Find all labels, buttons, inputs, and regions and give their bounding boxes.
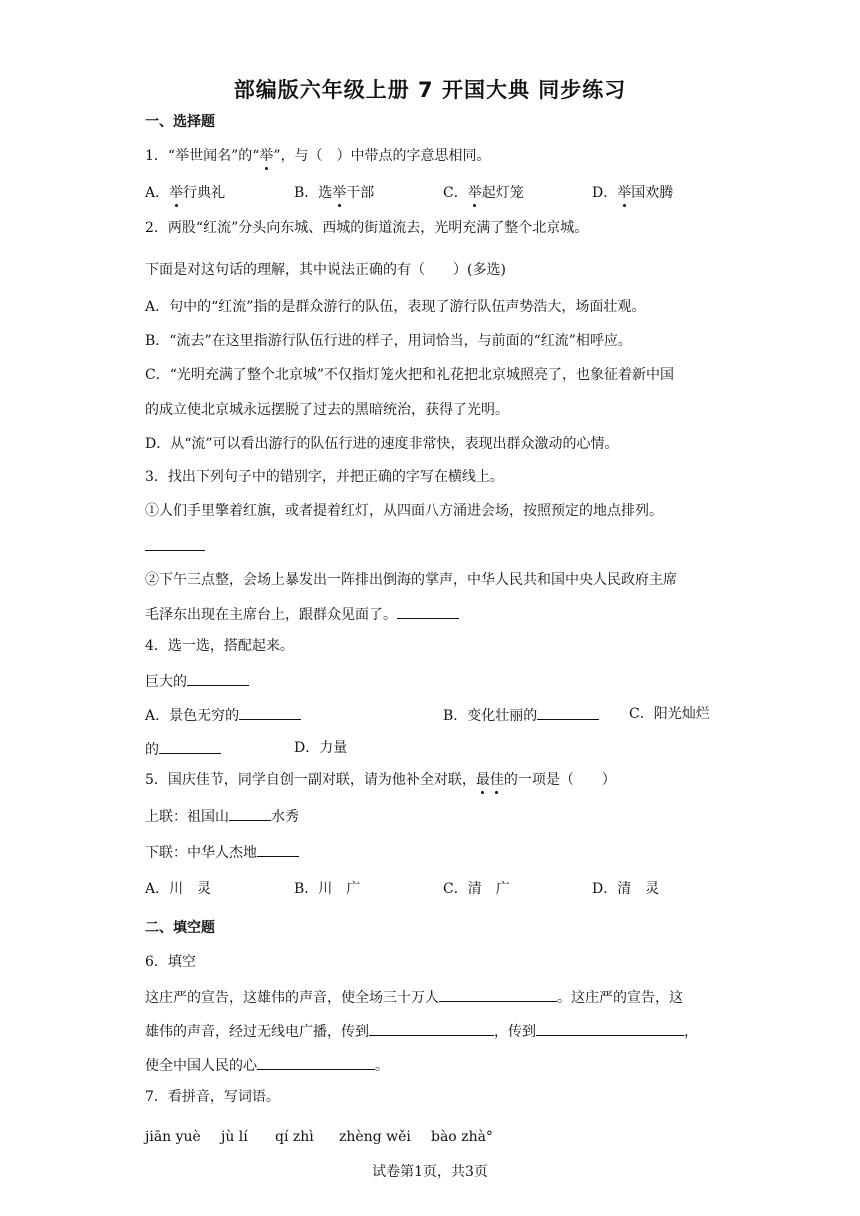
q1-pre: 1．“举世闻名”的“ xyxy=(145,148,260,164)
q2-option-c[interactable]: C．“光明充满了整个北京城”不仅指灯笼火把和礼花把北京城照亮了，也象征着新中国 xyxy=(145,367,675,383)
q1-option-d[interactable]: D．举国欢腾 xyxy=(592,185,674,201)
q4-option-a[interactable]: A．景色无穷的 xyxy=(145,705,301,725)
q2-option-d[interactable]: D．从“流”可以看出游行的队伍行进的速度非常快，表现出群众激动的心情。 xyxy=(145,436,619,452)
q1-option-b[interactable]: B．选举干部 xyxy=(294,185,375,201)
q6-blank-3[interactable] xyxy=(536,1021,684,1036)
q1-option-c[interactable]: C．举起灯笼 xyxy=(443,185,524,201)
question-4-stem: 4．选一选，搭配起来。 xyxy=(145,638,294,654)
q7-pinyin-5: bào zhà° xyxy=(431,1129,493,1145)
q7-pinyin-2: jù lí xyxy=(221,1129,248,1145)
question-6-stem: 6．填空 xyxy=(145,954,196,970)
question-2-stem: 2．两股“红流”分头向东城、西城的街道流去，光明充满了整个北京城。 xyxy=(145,220,589,236)
q6-line-1: 这庄严的宣告，这雄伟的声音，使全场三十万人 。这庄严的宣告，这 xyxy=(145,987,683,1007)
section-fill-heading: 二、填空题 xyxy=(145,920,215,936)
question-7-stem: 7．看拼音，写词语。 xyxy=(145,1089,280,1105)
q2-option-c-cont: 的成立使北京城永远摆脱了过去的黑暗统治，获得了光明。 xyxy=(145,402,509,418)
q5-upper-couplet: 上联：祖国山 水秀 xyxy=(145,806,299,826)
q6-blank-1[interactable] xyxy=(439,987,557,1002)
question-5-stem: 5．国庆佳节，同学自创一副对联，请为他补全对联，最佳的一项是（ ） xyxy=(145,772,616,788)
question-3-stem: 3．找出下列句子中的错别字，并把正确的字写在横线上。 xyxy=(145,469,504,485)
q5-lower-couplet: 下联：中华人杰地 xyxy=(145,842,299,862)
q4-lead: 巨大的 xyxy=(145,671,249,691)
q6-blank-4[interactable] xyxy=(257,1055,375,1070)
q2-option-a[interactable]: A．句中的“红流”指的是群众游行的队伍，表现了游行队伍声势浩大，场面壮观。 xyxy=(145,299,646,315)
q7-pinyin-1: jiān yuè xyxy=(145,1129,201,1145)
q4-option-b[interactable]: B．变化壮丽的 xyxy=(443,705,599,725)
q5-option-d[interactable]: D．清 灵 xyxy=(592,881,660,897)
q4-option-c-cont: 的 xyxy=(145,739,221,759)
q3-sentence-2: ②下午三点整，会场上暴发出一阵排出倒海的掌声，中华人民共和国中央人民政府主席 xyxy=(145,572,677,588)
q4-option-c[interactable]: C．阳光灿烂 xyxy=(629,706,710,722)
q3-sentence-2-cont: 毛泽东出现在主席台上，跟群众见面了。 xyxy=(145,604,459,624)
q5-option-b[interactable]: B．川 广 xyxy=(294,881,361,897)
page-title: 部编版六年级上册 7 开国大典 同步练习 xyxy=(233,78,627,102)
question-1-stem xyxy=(145,147,491,165)
q7-pinyin-3: qí zhì xyxy=(275,1129,314,1145)
q3-sentence-1: ①人们手里擎着红旗，或者提着红灯，从四面八方涌进会场，按照预定的地点排列。 xyxy=(145,503,663,519)
q6-line-3: 使全中国人民的心 。 xyxy=(145,1055,389,1075)
section-choice-heading: 一、选择题 xyxy=(145,114,215,130)
q2-option-b[interactable]: B．“流去”在这里指游行队伍行进的样子，用词恰当，与前面的“红流”相呼应。 xyxy=(145,333,632,349)
q5-option-a[interactable]: A．川 灵 xyxy=(145,881,212,897)
q4-option-d[interactable]: D．力量 xyxy=(294,740,348,756)
q1-dotted-char: 举 xyxy=(259,148,274,164)
q6-line-2: 雄伟的声音，经过无线电广播，传到 ，传到 ， xyxy=(145,1021,698,1041)
q3-answer-blank-2[interactable] xyxy=(397,604,459,619)
question-2-sub: 下面是对这句话的理解，其中说法正确的有（ ）(多选) xyxy=(145,262,506,278)
q1-option-a[interactable]: A．举行典礼 xyxy=(145,185,226,201)
q5-option-c[interactable]: C．清 广 xyxy=(443,881,510,897)
q4-lead-blank[interactable] xyxy=(187,671,249,686)
q7-pinyin-4: zhèng wěi xyxy=(339,1129,411,1145)
q6-blank-2[interactable] xyxy=(369,1021,494,1036)
q3-answer-blank-1[interactable] xyxy=(145,536,205,556)
q1-post: ”，与（ ）中带点的字意思相同。 xyxy=(273,148,491,164)
page-footer: 试卷第1页，共3页 xyxy=(372,1164,488,1180)
